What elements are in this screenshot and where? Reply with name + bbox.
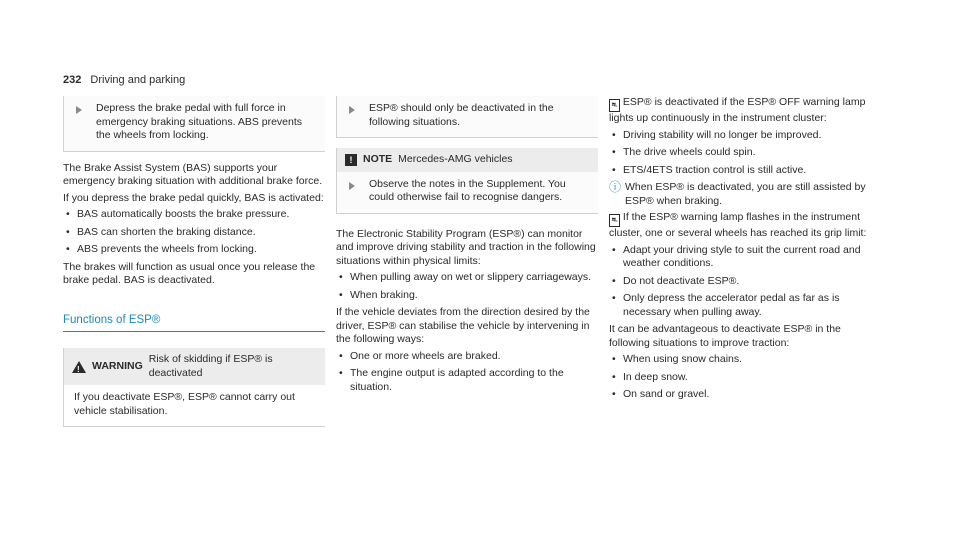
instruction-text: Depress the brake pedal with full force in emergency braking situations. ABS prevents the wheels from locking. bbox=[96, 102, 303, 141]
bullet-list bbox=[609, 129, 871, 178]
paragraph bbox=[609, 96, 871, 126]
list-item: • Adapt your driving style to suit the current road and weather conditions. bbox=[609, 244, 871, 271]
arrow-right-icon bbox=[76, 102, 86, 143]
bullet-list bbox=[336, 350, 598, 395]
note-square-icon: ! bbox=[345, 154, 357, 166]
instruction-box bbox=[63, 96, 325, 152]
bullet-list bbox=[609, 353, 871, 402]
bullet-list bbox=[336, 271, 598, 302]
section-title: Driving and parking bbox=[90, 74, 186, 86]
page-number: 232 bbox=[63, 74, 82, 86]
list-item: • The engine output is adapted according to the situation. bbox=[336, 367, 598, 394]
note-instruction: Observe the notes in the Supplement. You could otherwise fail to recognise dangers. bbox=[369, 177, 566, 203]
note-body bbox=[337, 172, 598, 213]
bullet-list bbox=[609, 244, 871, 320]
paragraph bbox=[609, 211, 871, 241]
list-item: • ETS/4ETS traction control is still active. bbox=[609, 164, 871, 178]
info-icon: ⓘ bbox=[609, 180, 622, 194]
list-item: • One or more wheels are braked. bbox=[336, 350, 598, 364]
paragraph: If the vehicle deviates from the direction desired by the driver, ESP® can stabilise the vehicle by intervening in the following ways: bbox=[336, 306, 590, 345]
column-3 bbox=[609, 96, 871, 406]
paragraph-text: ESP® is deactivated if the ESP® OFF warning lamp lights up continuously in the instrument cluster: bbox=[609, 96, 866, 124]
warning-label: WARNING bbox=[92, 359, 143, 372]
list-item: • Driving stability will no longer be improved. bbox=[609, 129, 871, 143]
list-item: • On sand or gravel. bbox=[609, 388, 871, 402]
note-header bbox=[337, 148, 598, 172]
list-item: • Only depress the accelerator pedal as far as is necessary when pulling away. bbox=[609, 292, 871, 319]
list-item: • In deep snow. bbox=[609, 371, 871, 385]
warning-text: Risk of skidding if ESP® is deactivated bbox=[148, 353, 273, 379]
list-item: • ABS prevents the wheels from locking. bbox=[63, 243, 325, 257]
column-2 bbox=[336, 96, 598, 398]
list-item: • When braking. bbox=[336, 289, 598, 303]
paragraph: The Electronic Stability Program (ESP®) can monitor and improve driving stability and traction in the following situations within physical limits: bbox=[336, 227, 596, 267]
note-text: Mercedes-AMG vehicles bbox=[398, 153, 513, 165]
page-header bbox=[63, 74, 185, 86]
esp-icon: ⛐ bbox=[609, 214, 620, 227]
list-item: • BAS automatically boosts the brake pressure. bbox=[63, 208, 325, 222]
paragraph-text: If the ESP® warning lamp flashes in the instrument cluster, one or several wheels has reached its grip limit: bbox=[609, 211, 867, 239]
arrow-right-icon bbox=[349, 178, 359, 205]
info-note bbox=[609, 181, 871, 211]
instruction-text: ESP® should only be deactivated in the following situations. bbox=[369, 102, 554, 128]
warning-body: If you deactivate ESP®, ESP® cannot carry out vehicle stabilisation. bbox=[74, 391, 295, 417]
list-item: • The drive wheels could spin. bbox=[609, 146, 871, 160]
instruction-box bbox=[336, 96, 598, 138]
warning-header bbox=[64, 348, 325, 385]
list-item: • BAS can shorten the braking distance. bbox=[63, 226, 325, 240]
note-label: NOTE bbox=[363, 153, 393, 165]
paragraph: It can be advantageous to deactivate ESP® in the following situations to improve traction: bbox=[609, 323, 841, 349]
column-1 bbox=[63, 96, 325, 427]
list-item: • When pulling away on wet or slippery carriageways. bbox=[336, 271, 598, 285]
section-heading: Functions of ESP® bbox=[63, 314, 325, 333]
info-text: When ESP® is deactivated, you are still assisted by ESP® when braking. bbox=[625, 181, 866, 207]
warning-triangle-icon: ! bbox=[72, 361, 86, 373]
note-box bbox=[336, 148, 598, 214]
list-item: • Do not deactivate ESP®. bbox=[609, 275, 871, 289]
warning-box bbox=[63, 348, 325, 427]
arrow-right-icon bbox=[349, 102, 359, 129]
esp-off-icon: ⛐ bbox=[609, 99, 620, 112]
paragraph: The brakes will function as usual once you release the brake pedal. BAS is deactivated. bbox=[63, 260, 316, 286]
bullet-list bbox=[63, 208, 325, 257]
paragraph: If you depress the brake pedal quickly, BAS is activated: bbox=[63, 191, 324, 204]
paragraph: The Brake Assist System (BAS) supports your emergency braking situation with additional brake force. bbox=[63, 161, 323, 187]
list-item: • When using snow chains. bbox=[609, 353, 871, 367]
